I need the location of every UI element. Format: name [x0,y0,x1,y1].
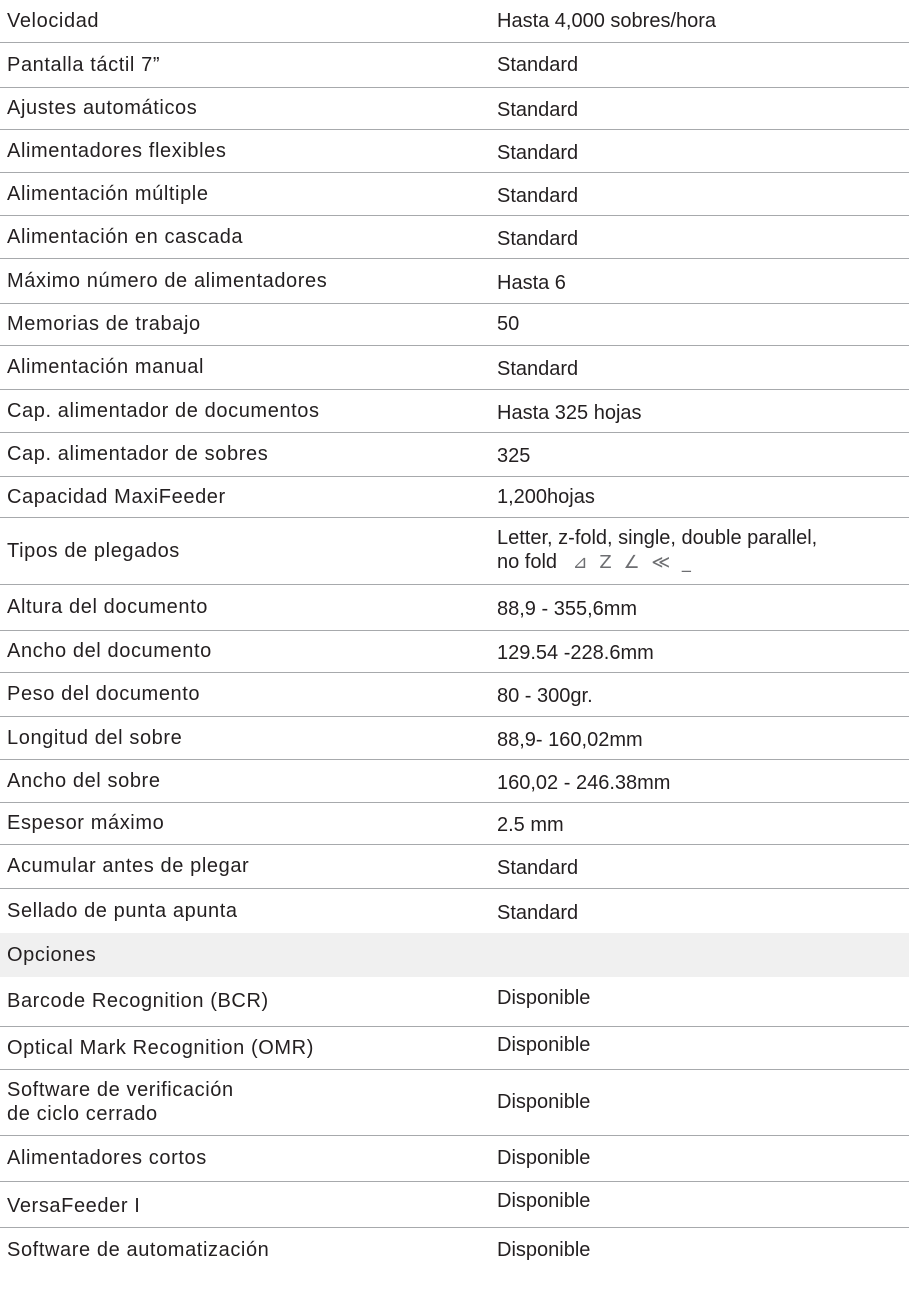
spec-row-cap-documentos [0,389,909,432]
spec-label: Memorias de trabajo [0,303,488,345]
option-value: Disponible [488,1069,909,1135]
spec-row-alimentacion-multiple [0,172,909,215]
option-row-automatizacion [0,1227,909,1272]
spec-row-longitud-sobre [0,716,909,759]
spec-value [488,517,909,584]
option-row-omr [0,1026,909,1069]
spec-value: Hasta 4,000 sobres/hora [488,0,909,42]
spec-label: Capacidad MaxiFeeder [0,476,488,517]
spec-value: Standard [497,227,579,250]
spec-row-alimentacion-cascada [0,215,909,258]
spec-label: Cap. alimentador de sobres [0,432,488,476]
spec-value: Standard [488,42,909,87]
spec-row-ancho-sobre [0,759,909,802]
spec-label: Velocidad [0,0,488,42]
spec-value: Standard [497,358,579,380]
option-label: Optical Mark Recognition (OMR) [0,1026,488,1069]
spec-label: Alimentación en cascada [0,215,488,258]
spec-value: 88,9 - 355,6mm [497,598,638,620]
option-value: Disponible [488,1135,909,1181]
option-label [0,1069,488,1135]
option-row-verificacion [0,1069,909,1135]
spec-label: Alimentación manual [0,345,488,389]
spec-row-altura-documento [0,584,909,630]
options-header-label: Opciones [0,933,909,977]
spec-label: Sellado de punta apunta [7,899,238,922]
spec-value: 160,02 - 246.38mm [497,771,671,794]
spec-value: Standard [497,184,579,207]
spec-value: 80 - 300gr. [497,685,593,707]
spec-label: Peso del documento [0,672,488,716]
spec-label: Espesor máximo [0,802,488,844]
spec-value: Hasta 6 [497,271,566,294]
fold-types-line1: Letter, z-fold, single, double parallel, [497,527,818,549]
spec-label: Alimentadores flexibles [0,129,488,172]
option-value: Disponible [497,987,591,1010]
spec-label: Acumular antes de plegar [0,844,488,888]
spec-row-max-alimentadores [0,258,909,303]
spec-label: Longitud del sobre [0,716,488,759]
spec-row-alimentadores-flexibles [0,129,909,172]
spec-row-cap-sobres [0,432,909,476]
option-label: Software de automatización [7,1238,270,1261]
option-row-alimentadores-cortos [0,1135,909,1181]
spec-row-alimentacion-manual [0,345,909,389]
spec-label: Altura del documento [0,584,488,630]
option-value: Disponible [497,1238,591,1261]
spec-value: 88,9- 160,02mm [497,728,643,751]
spec-label: Cap. alimentador de documentos [0,389,488,432]
spec-label: Ancho del documento [0,630,488,672]
fold-types-icon: ⊿ Z ∠ ≪ _ [572,552,694,573]
spec-label: Pantalla táctil 7” [0,42,488,87]
spec-value: Standard [497,857,579,879]
option-label-line2: de ciclo cerrado [7,1103,158,1125]
spec-row-ancho-documento [0,630,909,672]
option-label-line1: Software de verificación [7,1079,234,1101]
spec-row-velocidad [0,0,909,42]
option-value: Disponible [497,1033,591,1056]
spec-value: 129.54 -228.6mm [497,642,654,664]
spec-label: Alimentación múltiple [0,172,488,215]
spec-row-pantalla [0,42,909,87]
spec-value: Standard [497,141,579,164]
spec-row-maxifeeder [0,476,909,517]
spec-value: Hasta 325 hojas [497,401,642,424]
option-label: Barcode Recognition (BCR) [0,977,488,1026]
spec-row-espesor [0,802,909,844]
spec-row-acumular [0,844,909,888]
spec-row-peso-documento [0,672,909,716]
option-label: VersaFeeder I [7,1195,141,1217]
spec-value: Standard [497,99,579,121]
spec-row-memorias [0,303,909,345]
spec-value: 2.5 mm [497,814,564,836]
spec-label: Ancho del sobre [0,759,488,802]
option-row-bcr [0,977,909,1026]
spec-value: Standard [497,901,579,924]
spec-label: Máximo número de alimentadores [0,258,488,303]
spec-label: Ajustes automáticos [0,87,488,129]
option-row-versafeeder [0,1181,909,1227]
spec-label: Tipos de plegados [0,517,488,584]
option-label: Alimentadores cortos [0,1135,488,1181]
spec-value: 325 [497,445,531,467]
option-value: Disponible [497,1190,591,1212]
spec-value: 1,200hojas [488,476,909,517]
spec-row-tipos-plegados [0,517,909,584]
spec-row-sellado [0,888,909,933]
fold-types-nofold: no fold [497,551,558,573]
spec-row-ajustes [0,87,909,129]
spec-value: 50 [488,303,909,345]
options-section-header [0,933,909,977]
fold-types-line2 [497,550,909,575]
